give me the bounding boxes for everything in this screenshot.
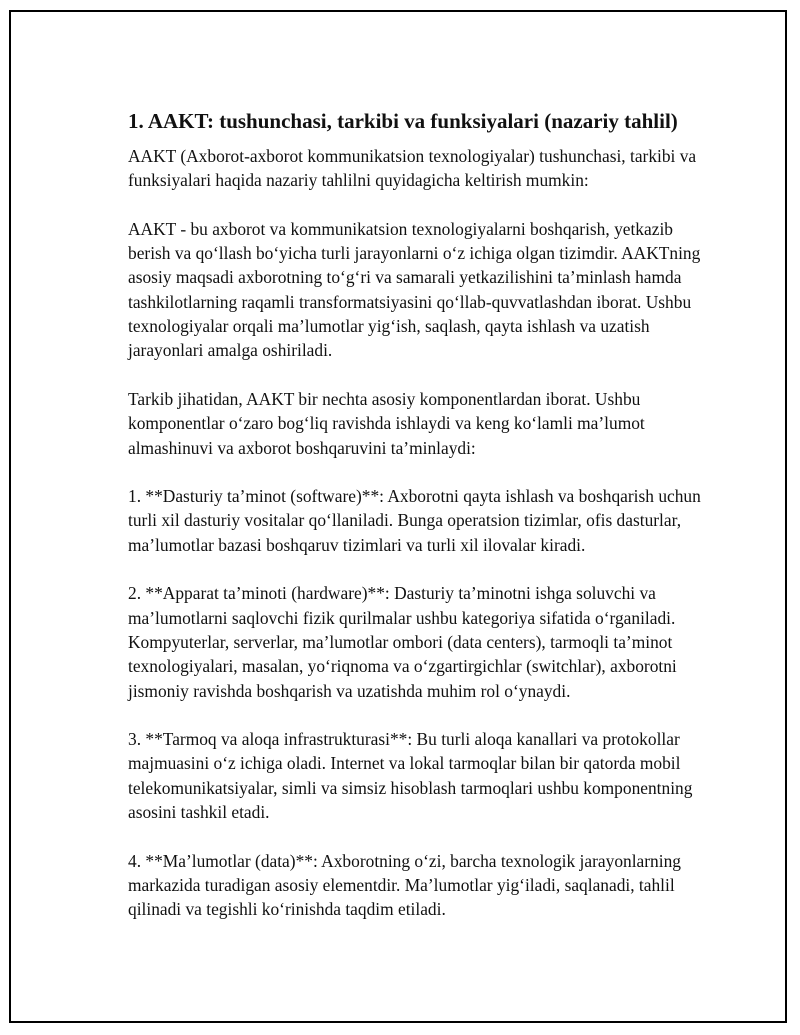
intro-paragraph: AAKT (Axborot-axborot kommunikatsion texnologiyalar) tushunchasi, tarkibi va funksiyalari haqida nazariy tahlilni quyidagicha keltirish mumkin: xyxy=(128,146,697,191)
data-item-paragraph: 4. **Ma’lumotlar (data)**: Axborotning o‘zi, barcha texnologik jarayonlarning markazida turadigan asosiy elementdir. Ma’lumotlar yig‘iladi, saqlanadi, tahlil qilinadi va tegishli ko‘rinishda taqdim etiladi. xyxy=(128,850,681,920)
document-body xyxy=(128,108,708,922)
definition-paragraph: AAKT - bu axborot va kommunikatsion texnologiyalarni boshqarish, yetkazib berish va qo‘llash bo‘yicha turli jarayonlarni o‘z ichiga olgan tizimdir. AAKTning asosiy maqsadi axborotning to‘g‘ri va samarali yetkazilishini ta’minlash hamda tashkilotlarning raqamli transformatsiyasini qo‘llab-quvvatlashdan iborat. Ushbu texnologiyalar orqali ma’lumotlar yig‘ish, saqlash, qayta ishlash va uzatish jarayonlari amalga oshiriladi. xyxy=(128,218,701,361)
network-item-paragraph: 3. **Tarmoq va aloqa infrastrukturasi**: Bu turli aloqa kanallari va protokollar majmuasini o‘z ichiga oladi. Internet va lokal tarmoqlar bilan bir qatorda mobil telekomunikatsiyalar, simli va simsiz hisoblash tarmoqlari ushbu komponentning asosini tashkil etadi. xyxy=(128,729,693,823)
composition-paragraph: Tarkib jihatidan, AAKT bir nechta asosiy komponentlardan iborat. Ushbu komponentlar o‘zaro bog‘liq ravishda ishlaydi va keng ko‘lamli ma’lumot almashinuvi va axborot boshqaruvini ta’minlaydi: xyxy=(128,388,645,458)
section-heading: 1. AAKT: tushunchasi, tarkibi va funksiyalari (nazariy tahlil) xyxy=(128,109,678,133)
hardware-item-paragraph: 2. **Apparat ta’minoti (hardware)**: Dasturiy ta’minotni ishga soluvchi va ma’lumotlarni saqlovchi fizik qurilmalar ushbu kategoriya sifatida o‘rganiladi. Kompyuterlar, serverlar, ma’lumotlar ombori (data centers), tarmoqli ta’minot texnologiyalari, masalan, yo‘riqnoma va o‘zgartirgichlar (switchlar), axborotni jismoniy ravishda boshqarish va uzatishda muhim rol o‘ynaydi. xyxy=(128,583,677,701)
software-item-paragraph: 1. **Dasturiy ta’minot (software)**: Axborotni qayta ishlash va boshqarish uchun turli xil dasturiy vositalar qo‘llaniladi. Bunga operatsion tizimlar, ofis dasturlar, ma’lumotlar bazasi boshqaruv tizimlari va turli xil ilovalar kiradi. xyxy=(128,486,701,555)
page-frame xyxy=(9,10,787,1023)
